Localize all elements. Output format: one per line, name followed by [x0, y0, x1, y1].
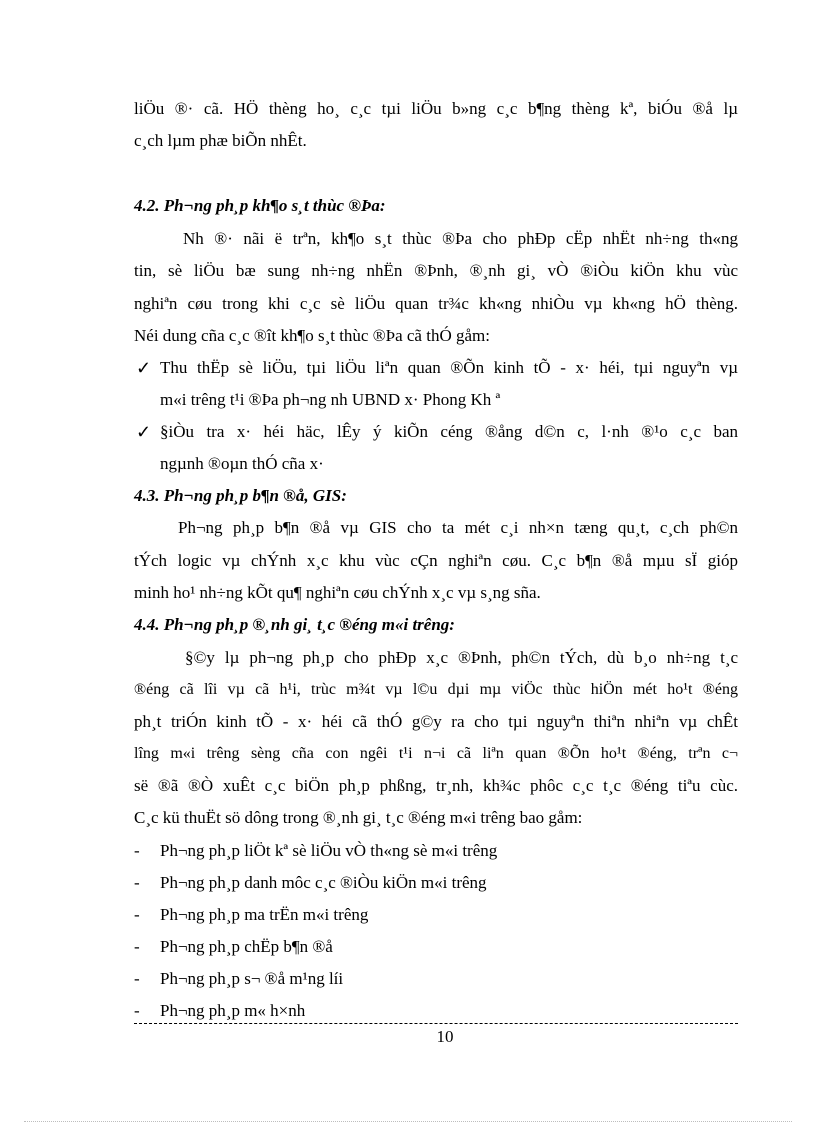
paragraph-line: së ®ã ®Ò xuÊt c¸c biÖn ph¸p phßng, tr¸nh, kh¾c phôc c¸c t¸c ®éng tiªu cùc. [134, 776, 738, 795]
list-item: Ph¬ng ph¸p ma trËn m«i trêng [160, 905, 369, 924]
heading-4-3: 4.3. Ph¬ng ph¸p b¶n ®å, GIS: [134, 486, 347, 505]
page-bottom-border [24, 1121, 792, 1122]
paragraph-line: ph¸t triÓn kinh tÕ - x· héi cã thÓ g©y ra cho tµi nguyªn thiªn nhiªn vµ chÊt [134, 712, 738, 731]
heading-4-2: 4.2. Ph¬ng ph¸p kh¶o s¸t thùc ®Þa: [134, 196, 386, 215]
intro-line-2: c¸ch lµm phæ biÕn nhÊt. [134, 131, 307, 150]
heading-4-4: 4.4. Ph¬ng ph¸p ®¸nh gi¸ t¸c ®éng m«i trêng: [134, 615, 455, 634]
paragraph-line: ®éng cã lîi vµ cã h¹i, trùc m¾t vµ l©u dµi mµ viÖc thùc hiÖn mét ho¹t ®éng [134, 681, 738, 698]
paragraph-line: C¸c kü thuËt sö dông trong ®¸nh gi¸ t¸c ®éng m«i trêng bao gåm: [134, 808, 583, 827]
list-item: m«i trêng t¹i ®Þa ph¬ng nh UBND x· Phong Kh ª [160, 390, 501, 409]
list-item: Ph¬ng ph¸p chËp b¶n ®å [160, 937, 333, 956]
list-item: Thu thËp sè liÖu, tµi liÖu liªn quan ®Õn kinh tÕ - x· héi, tµi nguyªn vµ [160, 358, 738, 377]
dash-bullet: - [134, 1001, 140, 1020]
list-item: Ph¬ng ph¸p danh môc c¸c ®iÒu kiÖn m«i trêng [160, 873, 487, 892]
checkmark-icon: ✓ [136, 358, 152, 378]
footer-divider [134, 1023, 738, 1024]
dash-bullet: - [134, 937, 140, 956]
paragraph-line: minh ho¹ nh÷ng kÕt qu¶ nghiªn cøu chÝnh x¸c vµ s¸ng sña. [134, 583, 541, 602]
checkmark-icon: ✓ [136, 422, 152, 442]
paragraph-line: tin, sè liÖu bæ sung nh÷ng nhËn ®Þnh, ®¸nh gi¸ vÒ ®iÒu kiÖn khu vùc [134, 261, 738, 280]
paragraph-line: Néi dung cña c¸c ®ît kh¶o s¸t thùc ®Þa cã thÓ gåm: [134, 326, 490, 345]
paragraph-line: Ph¬ng ph¸p b¶n ®å vµ GIS cho ta mét c¸i nh×n tæng qu¸t, c¸ch ph©n [178, 518, 738, 537]
paragraph-line: nghiªn cøu trong khi c¸c sè liÖu quan tr¾c kh«ng nhiÒu vµ kh«ng hÖ thèng. [134, 294, 738, 313]
dash-bullet: - [134, 905, 140, 924]
dash-bullet: - [134, 841, 140, 860]
list-item: Ph¬ng ph¸p liÖt kª sè liÖu vÒ th«ng sè m«i trêng [160, 841, 498, 860]
page-number: 10 [436, 1027, 454, 1046]
paragraph-line: §©y lµ ph¬ng ph¸p cho phÐp x¸c ®Þnh, ph©n tÝch, dù b¸o nh÷ng t¸c [185, 648, 738, 667]
dash-bullet: - [134, 873, 140, 892]
list-item: Ph¬ng ph¸p s¬ ®å m¹ng líi [160, 969, 344, 988]
paragraph-line: tÝch logic vµ chÝnh x¸c khu vùc cÇn nghiªn cøu. C¸c b¶n ®å mµu sÏ gióp [134, 551, 738, 570]
list-item: ngµnh ®oµn thÓ cña x· [160, 454, 324, 473]
list-item: Ph¬ng ph¸p m« h×nh [160, 1001, 306, 1020]
dash-bullet: - [134, 969, 140, 988]
paragraph-line: lîng m«i trêng sèng cña con ngêi t¹i n¬i cã liªn quan ®Õn ho¹t ®éng, trªn c¬ [134, 745, 738, 762]
list-item: §iÒu tra x· héi häc, lÊy ý kiÕn céng ®ång d©n c, l·nh ®¹o c¸c ban [160, 422, 738, 441]
paragraph-line: Nh ®· nãi ë trªn, kh¶o s¸t thùc ®Þa cho phÐp cËp nhËt nh÷ng th«ng [183, 229, 738, 248]
intro-line-1: liÖu ®· cã. HÖ thèng ho¸ c¸c tµi liÖu b»ng c¸c b¶ng thèng kª, biÓu ®å lµ [134, 99, 738, 118]
